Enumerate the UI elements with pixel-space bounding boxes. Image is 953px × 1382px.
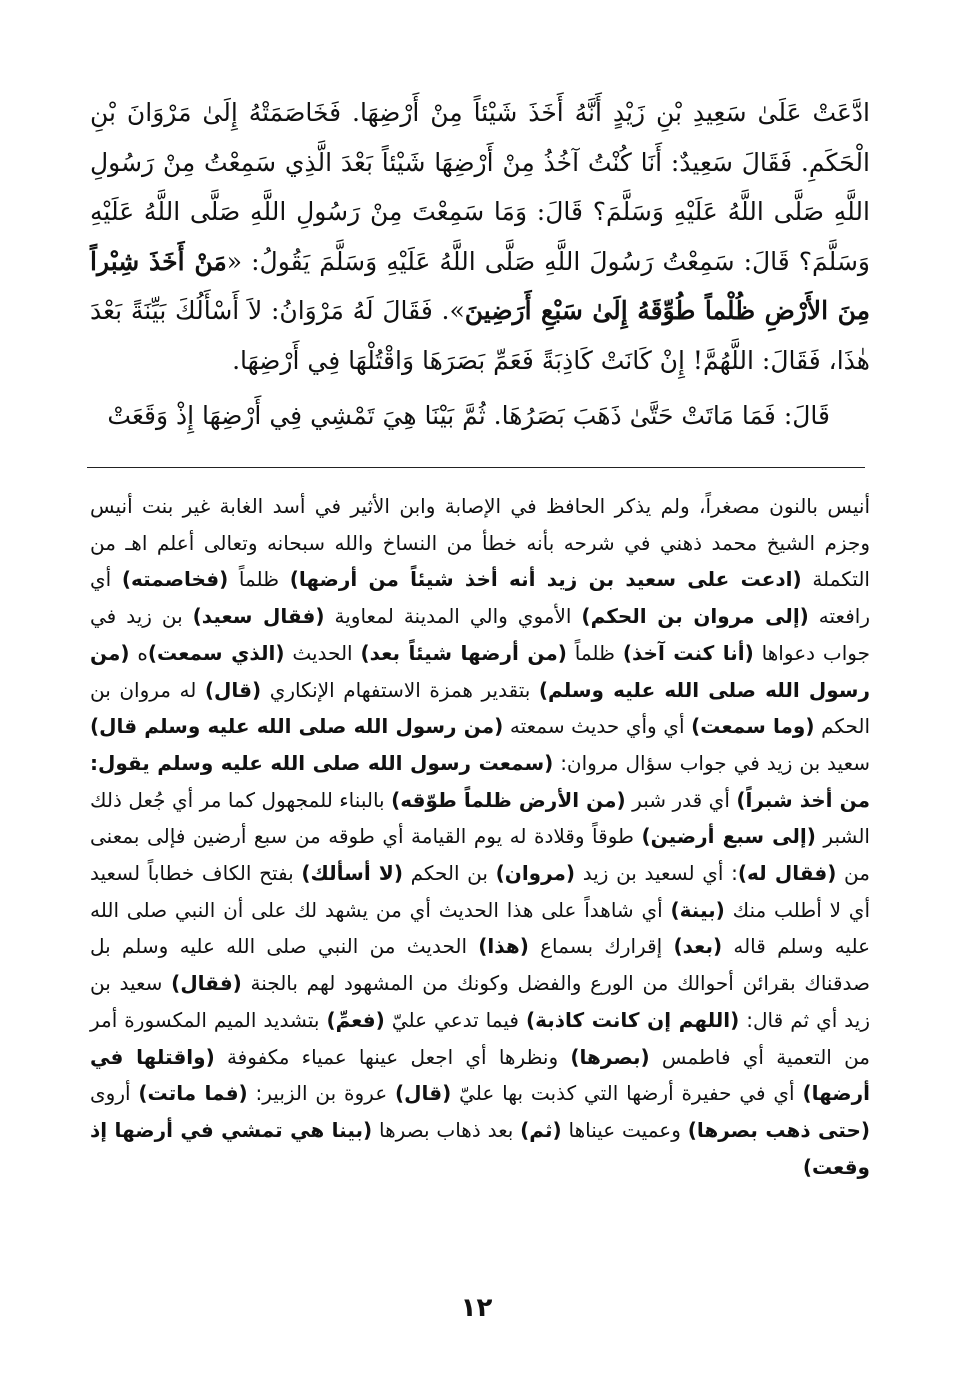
main-paragraph-2: قَالَ: فَمَا مَاتَتْ حَتَّىٰ ذَهَبَ بَصَرُهَا. ثُمَّ بَيْنَا هِيَ تَمْشِي فِي أَرْضِهَا إِذْ وَقَعَتْ [107, 401, 830, 430]
footnote-bold-phrase: (أنا كنت آخذ) [622, 640, 754, 665]
footnote-bold-phrase: (فقال) [171, 971, 242, 996]
footnote-bold-phrase: (بينا هي تمشي في أرضها إذ وقعت) [90, 1117, 870, 1179]
footnote-bold-phrase: (اللهم إن كانت كاذبة) [525, 1007, 740, 1032]
footnote-bold-phrase: (ثم) [520, 1117, 562, 1142]
footnote-text-segment: ظلماً [566, 640, 623, 665]
footnote-text-segment: له مروان بن الحكم [90, 677, 870, 739]
footnote-text-segment: بتقدير همزة الاستفهام الإنكاري [261, 677, 539, 702]
footnote-text-segment: ه [129, 640, 148, 665]
footnote-bold-phrase: (إلى مروان بن الحكم) [581, 604, 809, 629]
footnote-bold-phrase: (فعمِّ) [326, 1007, 385, 1032]
footnote-bold-phrase: (فما ماتت) [138, 1081, 248, 1106]
footnote-text-segment: أي قدر شبر [625, 787, 737, 812]
footnote-bold-phrase: (إلى سبع أرضين) [641, 824, 816, 849]
footnote-text-segment: فيما تدعي عليّ [384, 1007, 526, 1032]
footnote-text-segment: بن زيد في جواب دعواها [90, 604, 870, 665]
footnote-text-segment: أنيس بالنون مصغراً، ولم يذكر الحافظ في الإصابة وابن الأثير في أسد الغابة غير بنت أنيس وجزم الشيخ محمد ذهني في شرحه بأنه خطأ من النساخ والله سبحانه وتعالى أعلم اهـ من التكملة [90, 494, 870, 592]
footnote-text-segment: عروة بن الزبير: [247, 1081, 395, 1106]
footnote-bold-phrase: (بصرها) [570, 1044, 650, 1069]
footnote-bold-phrase: (سمعت رسول الله صلى الله عليه وسلم يقول: من أخذ شبراً) [90, 750, 870, 812]
footnote-text-segment: ونظرها أي اجعل عينها عمياء مكفوفة [214, 1044, 571, 1069]
footnote-divider [87, 467, 865, 468]
footnote-text-segment: طوقاً وقلادة له يوم القيامة أي طوقه من سبع أرضين فإلى بمعنى من [90, 824, 870, 886]
footnote-bold-phrase: (بعد) [673, 934, 723, 959]
footnote-bold-phrase: (هذا) [478, 934, 529, 959]
footnote-bold-phrase: (واقتلها في أرضها) [90, 1044, 870, 1106]
footnote-bold-phrase: (من الأرض ظلماً طوّقه) [391, 787, 626, 812]
footnote-text-segment: الحديث من النبي صلى الله عليه وسلم بل صدقناك بقرائن أحوالك من الورع والفضل وكونك من المشهود لهم بالجنة [90, 934, 871, 996]
footnote-text-segment: أي في حفيرة أرضها التي كذبت بها عليّ [451, 1081, 803, 1106]
page-number: ١٢ [460, 1293, 493, 1323]
footnote-text-segment: سعيد بن زيد في جواب سؤال مروان: [553, 750, 870, 775]
footnote-bold-phrase: (الذي سمعت) [147, 640, 285, 665]
footnote-text-segment: بن الحكم [402, 861, 496, 886]
footnote-text-segment: سعيد بن زيد أي ثم قال: [90, 971, 870, 1032]
footnote-text-segment: بعد ذهاب بصرها [372, 1117, 521, 1142]
footnote-text-segment: أي وأي حديث سمعته [503, 714, 692, 739]
footnote-bold-phrase: (قال) [395, 1081, 452, 1106]
footnote-bold-phrase: (فخاصمته) [121, 567, 229, 592]
footnote-bold-phrase: (فقال سعيد) [192, 604, 325, 629]
footnote-bold-phrase: (من أرضها شيئاً بعد) [360, 640, 567, 665]
footnote-paragraph [90, 488, 870, 1185]
footnote-bold-phrase: (حتى ذهب بصرها) [687, 1117, 871, 1142]
footnote-text-segment: الأموي والي المدينة لمعاوية [324, 604, 582, 629]
footnote-bold-phrase: (لا أسألك) [301, 861, 403, 886]
footnote-bold-phrase: (مروان) [495, 861, 576, 886]
footnote-text-segment: بالبناء للمجهول كما مر أي جُعل ذلك الشبر [90, 787, 870, 849]
footnote-text-segment: أي شاهداً على هذا الحديث أي من يشهد لك على أن النبي صلى الله عليه وسلم قاله [90, 897, 871, 959]
main-seg: ادَّعَتْ عَلَىٰ سَعِيدِ بْنِ زَيْدٍ أَنَّهُ أَخَذَ شَيْئاً مِنْ أَرْضِهَا. فَخَاصَمَتْهُ إِلَىٰ مَرْوَانَ بْنِ الْحَكَمِ. فَقَالَ سَعِيدٌ: أَنَا كُنْتُ آخُذُ مِنْ أَرْضِهَا شَيْئاً بَعْدَ الَّذِي سَمِعْتُ مِنْ رَسُولِ اللَّهِ صَلَّى اللَّهُ عَلَيْهِ وَسَلَّمَ؟ قَالَ: وَمَا سَمِعْتَ مِنْ رَسُولِ اللَّهِ صَلَّى اللَّهُ عَلَيْهِ وَسَلَّمَ؟ قَالَ: سَمِعْتُ رَسُولَ اللَّهِ صَلَّى اللَّهُ عَلَيْهِ وَسَلَّمَ يَقُولُ: « [90, 98, 870, 276]
main-paragraph-1 [90, 88, 870, 385]
footnote-text-segment: إقرارك بسماع [528, 934, 674, 959]
footnote-text-segment: أروى [90, 1081, 139, 1106]
footnote-text-segment: أي رافعته [90, 567, 870, 629]
footnote-text-segment: الحديث [284, 640, 361, 665]
main-seg: ». فَقَالَ لَهُ مَرْوَانُ: لاَ أَسْأَلُكَ بَيِّنَةً بَعْدَ هٰذَا، فَقَالَ: اللَّهُمَّ! إِنْ كَانَتْ كَاذِبَةً فَعَمِّ بَصَرَهَا وَاقْتُلْهَا فِي أَرْضِهَا. [90, 296, 870, 375]
footnote-text [90, 488, 870, 1185]
footnote-text-segment: بفتح الكاف خطاباً لسعيد أي لا أطلب منك [90, 861, 870, 922]
footnote-text-segment: : أي لسعيد بن زيد [575, 861, 738, 886]
footnote-text-segment: بتشديد الميم المكسورة أمر من التعمية أي فاطمس [90, 1007, 871, 1069]
footnote-bold-phrase: (وما سمعت) [691, 714, 815, 739]
footnote-text-segment: ظلماً [228, 567, 290, 592]
main-text [90, 88, 870, 441]
footnote-bold-phrase: (ادعت على سعيد بن زيد أنه أخذ شيئاً من أرضها) [289, 567, 802, 592]
footnote-text-segment: وعميت عيناها [561, 1117, 688, 1142]
footnote-bold-phrase: (من رسول الله صلى الله عليه وسلم) [90, 640, 870, 702]
hadith-quote: مَنْ أَخَذَ شِبْراً مِنَ الأَرْضِ ظُلْماً طُوِّقَهُ إِلَىٰ سَبْعِ أَرَضِينَ [90, 246, 870, 325]
footnote-bold-phrase: (من رسول الله صلى الله عليه وسلم قال) [90, 714, 504, 739]
footnote-bold-phrase: (فقال له) [737, 861, 837, 886]
footnote-bold-phrase: (بينة) [670, 897, 725, 922]
footnote-bold-phrase: (قال) [204, 677, 262, 702]
